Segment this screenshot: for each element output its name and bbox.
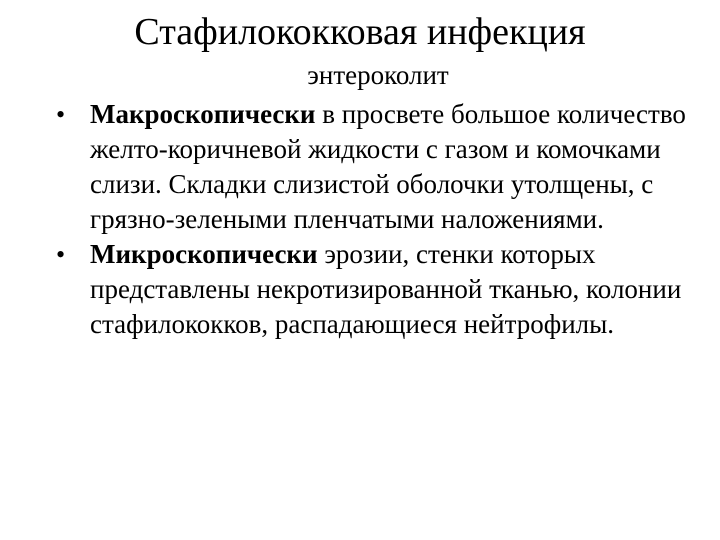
slide-title: Стафилококковая инфекция (134, 11, 586, 53)
bullet-text: в просвете большое количество желто-коричневой жидкости с газом и комочками слизи. Складки слизистой оболочки утолщены, с грязно-зелеными пленчатыми наложениями. (90, 99, 686, 234)
bullet-item-microscopic (56, 237, 696, 342)
bullet-heading: Макроскопически (90, 99, 316, 129)
bullet-heading: Микроскопически (90, 239, 318, 269)
bullet-text: эрозии, стенки которых представлены некротизированной тканью, колонии стафилококков, распадающиеся нейтрофилы. (90, 239, 682, 339)
bullet-dot-icon: • (56, 100, 66, 129)
bullet-list (56, 97, 696, 342)
bullet-item-macroscopic (56, 97, 696, 237)
bullet-dot-icon: • (56, 240, 66, 269)
slide-subtitle (0, 58, 720, 92)
subtitle-text: энтероколит (307, 60, 449, 90)
